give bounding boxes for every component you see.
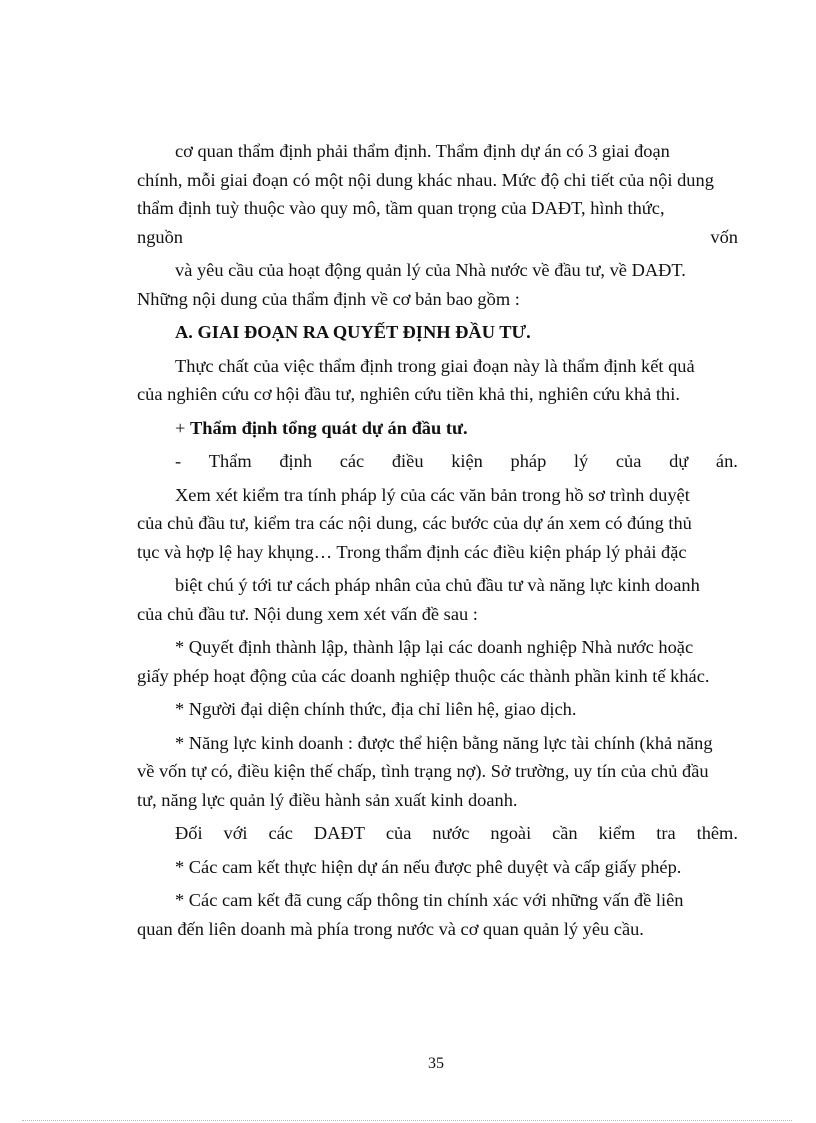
subheading-text: Thẩm định tổng quát dự án đầu tư. <box>189 417 468 438</box>
paragraph-5 <box>137 571 738 628</box>
word: các <box>268 823 293 843</box>
word: dự <box>669 451 689 471</box>
word: tra <box>656 823 676 843</box>
word: với <box>223 823 248 843</box>
word: cần <box>552 823 578 843</box>
subheading-prefix: + <box>175 417 190 438</box>
text-line: giấy phép hoạt động của các doanh nghiệp thuộc các thành phần kinh tế khác. <box>137 665 710 686</box>
foreign-projects-line <box>137 819 738 848</box>
paragraph-9 <box>137 853 738 882</box>
paragraph-8 <box>137 729 738 815</box>
page-number: 35 <box>428 1055 444 1072</box>
text-line: cơ quan thẩm định phải thẩm định. Thẩm định dự án có 3 giai đoạn <box>175 141 670 161</box>
paragraph-4 <box>137 481 738 567</box>
section-heading: A. GIAI ĐOẠN RA QUYẾT ĐỊNH ĐẦU TƯ. <box>175 322 531 342</box>
paragraph-6 <box>137 633 738 690</box>
word: - <box>175 451 182 471</box>
word: kiểm <box>598 823 636 843</box>
text-line: * Các cam kết thực hiện dự án nếu được phê duyệt và cấp giấy phép. <box>175 856 682 877</box>
word: của <box>385 823 412 843</box>
text-line: của nghiên cứu cơ hội đầu tư, nghiên cứu tiền khả thi, nghiên cứu khả thi. <box>137 384 680 404</box>
text-line: của chủ đầu tư, kiểm tra các nội dung, các bước của dự án xem có đúng thủ <box>137 513 692 533</box>
paragraph-1 <box>137 137 738 251</box>
word: định <box>279 451 313 471</box>
text-line: Những nội dung của thẩm định về cơ bản bao gồm : <box>137 288 520 309</box>
text-word: nguồn <box>137 226 183 247</box>
word: nước <box>432 823 470 843</box>
text-word: vốn <box>710 226 738 247</box>
text-line: tục và hợp lệ hay khụng… Trong thẩm định các điều kiện pháp lý phải đặc <box>137 541 687 562</box>
word: Thẩm <box>208 451 252 471</box>
legal-conditions-line <box>137 447 738 476</box>
word: Đối <box>175 823 203 843</box>
word: thêm. <box>696 823 738 843</box>
text-line: quan đến liên doanh mà phía trong nước và cơ quan quản lý yêu cầu. <box>137 918 644 939</box>
word: lý <box>573 451 589 471</box>
word: các <box>339 451 365 471</box>
word: điều <box>391 451 424 471</box>
text-line: * Quyết định thành lập, thành lập lại các doanh nghiệp Nhà nước hoặc <box>175 637 694 657</box>
word: kiện <box>451 451 483 471</box>
text-line: * Người đại diện chính thức, địa chỉ liên hệ, giao dịch. <box>175 699 577 719</box>
text-line: * Các cam kết đã cung cấp thông tin chính xác với những vấn đề liên <box>175 890 684 910</box>
text-line: Xem xét kiểm tra tính pháp lý của các văn bản trong hồ sơ trình duyệt <box>175 484 690 505</box>
word: pháp <box>510 451 547 471</box>
word: án. <box>715 451 738 471</box>
text-line: * Năng lực kinh doanh : được thể hiện bằng năng lực tài chính (khả năng <box>175 732 713 753</box>
word: DAĐT <box>313 823 365 843</box>
text-line: biệt chú ý tới tư cách pháp nhân của chủ đầu tư và năng lực kinh doanh <box>175 575 700 595</box>
word: của <box>615 451 642 471</box>
paragraph-7 <box>137 695 738 724</box>
word: ngoài <box>490 823 532 843</box>
text-line: tư, năng lực quản lý điều hành sản xuất kinh doanh. <box>137 789 518 810</box>
text-line-split <box>137 223 738 252</box>
text-line: về vốn tự có, điều kiện thế chấp, tình trạng nợ). Sở trường, uy tín của chủ đầu <box>137 761 709 781</box>
paragraph-2 <box>137 256 738 313</box>
text-line: của chủ đầu tư. Nội dung xem xét vấn đề sau : <box>137 603 478 624</box>
paragraph-10 <box>137 886 738 943</box>
footer-divider <box>22 1120 792 1121</box>
text-line: thẩm định tuỳ thuộc vào quy mô, tầm quan trọng của DAĐT, hình thức, <box>137 198 665 218</box>
text-line: Thực chất của việc thẩm định trong giai đoạn này là thẩm định kết quả <box>175 355 695 376</box>
text-line: chính, mỗi giai đoạn có một nội dung khác nhau. Mức độ chi tiết của nội dung <box>137 169 714 190</box>
text-line: và yêu cầu của hoạt động quản lý của Nhà nước về đầu tư, về DAĐT. <box>175 260 686 280</box>
paragraph-3 <box>137 352 738 409</box>
document-page <box>137 137 738 948</box>
subheading <box>137 414 738 443</box>
